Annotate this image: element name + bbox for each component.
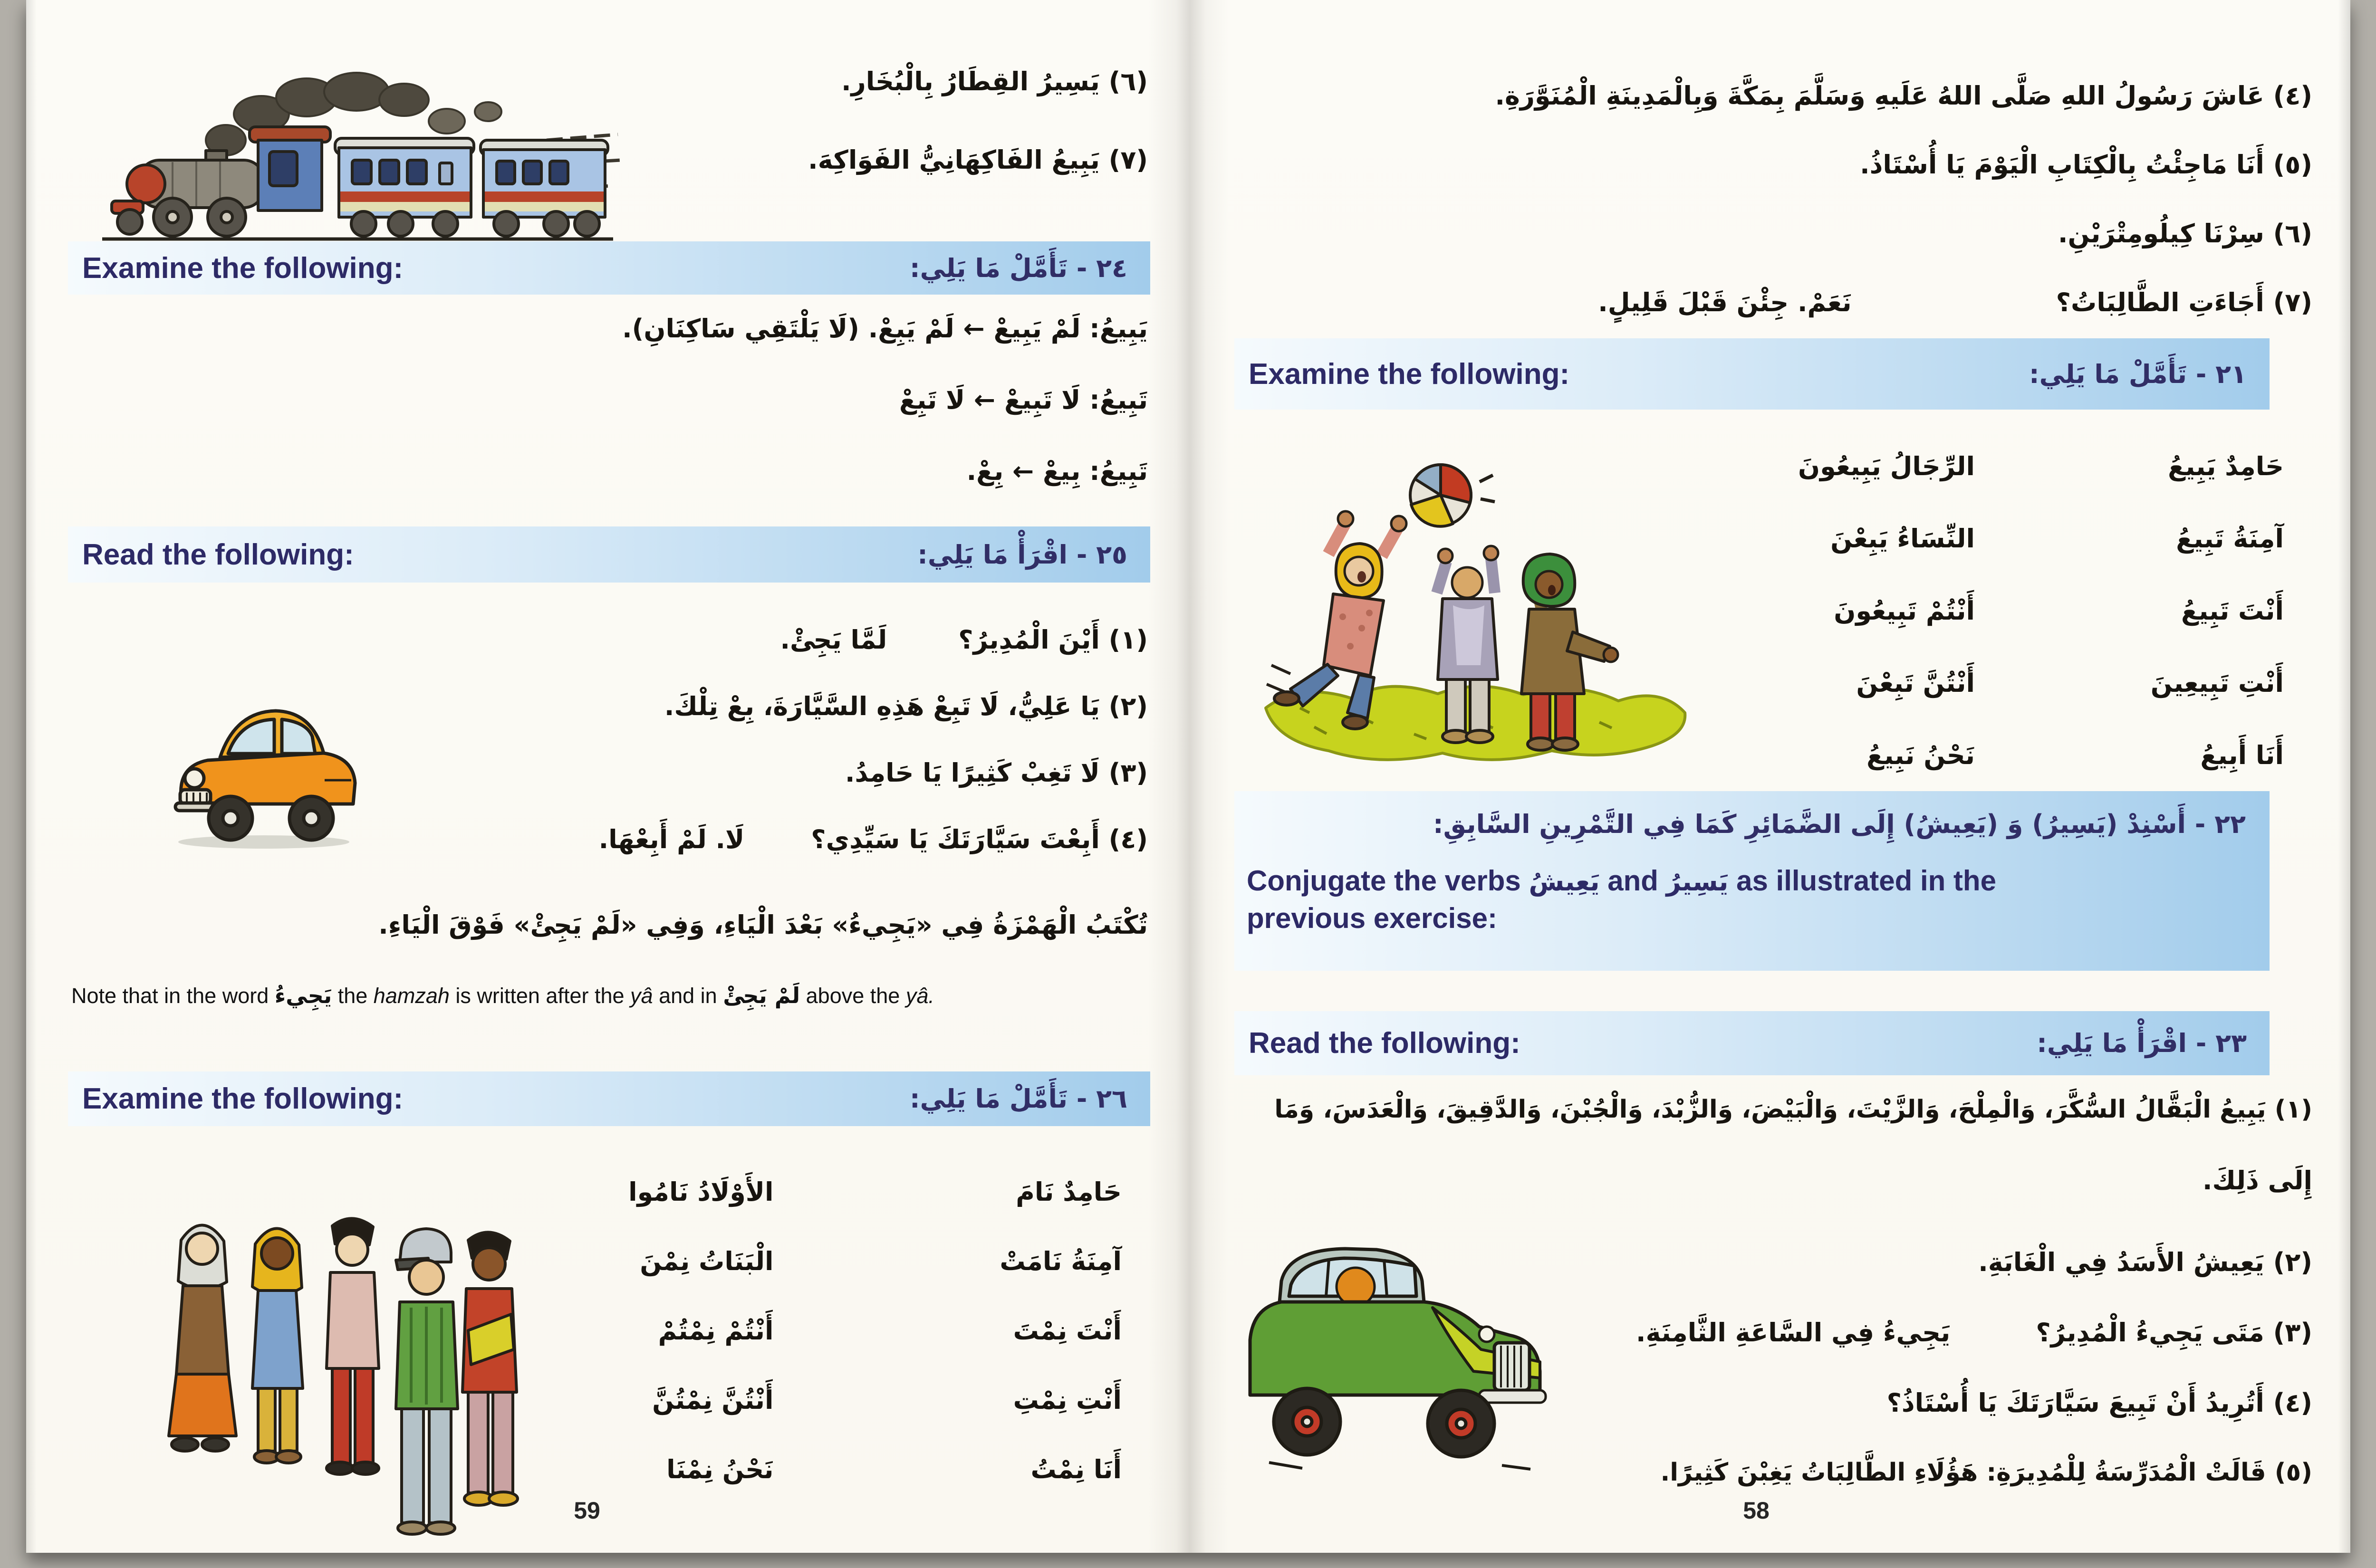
exercise-25-title-arabic: ٢٥ - اقْرَأْ مَا يَلِي: [917, 539, 1127, 570]
conjugation-row [589, 1434, 1148, 1504]
instruction-text: Conjugate the verbs [1247, 865, 1529, 897]
conjugation-row [1737, 430, 2312, 502]
note-text: Note that in the word [71, 984, 275, 1008]
singular-form: آمِنَةُ تَبِيعُ [2176, 523, 2284, 554]
arabic-sentence: (٦) يَسِيرُ القِطَارُ بِالْبُخَارِ. [841, 67, 1148, 96]
left-page-edge [26, 0, 37, 1553]
exercise-22-instruction-english [1247, 862, 2188, 937]
singular-form: أَنْتِ تَبِيعِينَ [2150, 668, 2284, 698]
exercise-24-header [68, 241, 1150, 295]
hamzah-note-english [71, 983, 1164, 1008]
singular-form: أَنْتِ نِمْتِ [1013, 1385, 1122, 1415]
note-italic-word: hamzah [373, 984, 450, 1008]
arabic-question: (٣) مَتَى يَجِيءُ الْمُدِيرُ؟ [2036, 1318, 2312, 1348]
rp-top-items [1238, 81, 2312, 356]
exercise-23-items [1533, 1247, 2312, 1529]
exercise-24-title-arabic: ٢٤ - تَأَمَّلْ مَا يَلِي: [910, 253, 1127, 283]
arabic-question: (١) أَيْنَ الْمُدِيرُ؟ [958, 625, 1148, 655]
arabic-line: تَبِيعُ: بِيعْ ← بِعْ. [966, 456, 1148, 486]
exercise-26-header [68, 1071, 1150, 1126]
instruction-text: and [1599, 865, 1666, 897]
conjugation-row [589, 1226, 1148, 1296]
arabic-sentence: (٢) يَعِيشُ الأَسَدُ فِي الْغَابَةِ. [1978, 1247, 2312, 1277]
plural-form: الأَوْلَادُ نَامُوا [628, 1176, 774, 1207]
singular-form: أَنَا أَبِيعُ [2200, 740, 2284, 770]
page-number-right: 58 [1743, 1497, 1770, 1524]
exercise-25-title-english: Read the following: [82, 538, 354, 571]
orange-car-illustration [164, 656, 368, 855]
note-italic-word: yâ. [905, 984, 934, 1008]
green-car-illustration [1236, 1235, 1554, 1487]
exercise-23-header [1234, 1011, 2270, 1075]
instruction-text: as illustrated in the [1728, 865, 1996, 897]
note-arabic-word: يَجِيءُ [274, 983, 332, 1008]
arabic-verb: يَعِيشُ [1529, 867, 1600, 897]
singular-form: أَنَا نِمْتُ [1030, 1454, 1122, 1484]
plural-form: الْبَنَاتُ نِمْنَ [640, 1246, 774, 1276]
children-ball-illustration [1257, 442, 1694, 779]
arabic-sentence: (٤) عَاشَ رَسُولُ اللهِ صَلَّى اللهُ عَلَيهِ وَسَلَّمَ بِمَكَّةَ وَبِالْمَدِينَةِ الْمُنَوَّرَةِ. [1495, 81, 2312, 111]
instruction-text-line2: previous exercise: [1247, 902, 1497, 935]
exercise-26-title-arabic: ٢٦ - تَأَمَّلْ مَا يَلِي: [910, 1084, 1127, 1114]
exercise-22-block [1234, 791, 2270, 971]
arabic-sentence: (٦) سِرْنَا كِيلُومِتْرَيْنِ. [2058, 219, 2312, 249]
arabic-line: إِلَى ذَلِكَ. [2202, 1166, 2312, 1195]
arabic-sentence: (٤) أَتُرِيدُ أَنْ تَبِيعَ سَيَّارَتَكَ يَا أُسْتَاذُ؟ [1886, 1388, 2312, 1418]
conjugation-row [589, 1296, 1148, 1365]
exercise-23-title-arabic: ٢٣ - اقْرَأْ مَا يَلِي: [2037, 1028, 2247, 1058]
singular-form: حَامِدٌ نَامَ [1016, 1176, 1122, 1207]
plural-form: أَنْتُنَّ تَبِعْنَ [1856, 668, 1975, 698]
plural-form: أَنْتُنَّ نِمْتُنَّ [652, 1385, 774, 1415]
arabic-line: يَبِيعُ: لَمْ يَبِيعْ ← لَمْ يَبِعْ. (لَا يَلْتَقِي سَاكِنَانِ). [622, 314, 1148, 344]
exercise-21-title-english: Examine the following: [1249, 357, 1570, 391]
conjugation-row [1737, 647, 2312, 719]
lp-top-items [596, 67, 1148, 223]
note-arabic-word: لَمْ يَجِئْ [723, 983, 800, 1008]
exercise-25-content [430, 625, 1148, 891]
arabic-question: (٢) يَا عَلِيُّ، لَا تَبِعْ هَذِهِ السَّيَّارَةَ، بِعْ تِلْكَ. [664, 691, 1148, 721]
arabic-line: (١) يَبِيعُ الْبَقَّالُ السُّكَّرَ، وَالْمِلْحَ، وَالزَّيْتَ، وَالْبَيْضَ، وَالزُّبْدَ، وَالْجُبْنَ، وَالدَّقِيقَ، وَالْعَدَسَ، وَمَا [1274, 1095, 2312, 1124]
note-text: is written after the [449, 984, 631, 1008]
exercise-22-title-arabic: ٢٢ - أَسْنِدْ (يَسِيرُ) وَ (يَعِيشُ) إِلَى الضَّمَائِرِ كَمَا فِي التَّمْرِينِ السَّابِقِ: [1433, 809, 2246, 839]
arabic-answer: لَا. لَمْ أَبِعْهَا. [598, 824, 745, 854]
conjugation-row [589, 1365, 1148, 1434]
exercise-26-title-english: Examine the following: [82, 1082, 404, 1115]
arabic-line: تَبِيعُ: لَا تَبِيعْ ← لَا تَبِعْ [899, 385, 1148, 415]
exercise-21-header [1234, 338, 2270, 410]
plural-form: الرِّجَالُ يَبِيعُونَ [1798, 451, 1975, 481]
exercise-25-header [68, 526, 1150, 583]
exercise-21-title-arabic: ٢١ - تَأَمَّلْ مَا يَلِي: [2029, 359, 2247, 389]
arabic-answer: لَمَّا يَجِئْ. [780, 625, 887, 655]
singular-form: حَامِدٌ يَبِيعُ [2168, 451, 2284, 481]
note-text: above the [800, 984, 906, 1008]
book-spread [26, 0, 2350, 1553]
plural-form: نَحْنُ نِمْنَا [666, 1454, 774, 1484]
arabic-answer: نَعَمْ. جِئْنَ قَبْلَ قَلِيلٍ. [1598, 287, 1852, 317]
exercise-23-item1 [1238, 1095, 2312, 1236]
plural-form: نَحْنُ نَبِيعُ [1866, 740, 1975, 770]
plural-form: النِّسَاءُ يَبِعْنَ [1830, 523, 1975, 554]
children-group-illustration [135, 1169, 525, 1539]
plural-form: أَنْتُمْ نِمْتُمْ [658, 1315, 774, 1346]
conjugation-row [1737, 502, 2312, 574]
arabic-sentence: (٥) قَالَتْ الْمُدَرِّسَةُ لِلْمُدِيرَةِ: هَؤُلَاءِ الطَّالِبَاتُ يَغِبْنَ كَثِيرًا. [1660, 1458, 2312, 1487]
steam-train-illustration [78, 50, 625, 249]
note-text: the [332, 984, 374, 1008]
arabic-question: (٣) لَا تَغِبْ كَثِيرًا يَا حَامِدُ. [845, 758, 1148, 788]
plural-form: أَنْتُمْ تَبِيعُونَ [1834, 595, 1975, 626]
page-number-left: 59 [574, 1497, 600, 1524]
conjugation-row [589, 1157, 1148, 1226]
singular-form: أَنْتَ نِمْتَ [1013, 1315, 1122, 1346]
note-text: and in [653, 984, 723, 1008]
arabic-question: (٧) أَجَاءَتِ الطَّالِبَاتُ؟ [2056, 287, 2312, 317]
arabic-sentence: (٥) أَنَا مَاجِئْتُ بِالْكِتَابِ الْيَوْمَ يَا أُسْتَاذُ. [1860, 150, 2312, 180]
right-page-edge [2338, 0, 2350, 1553]
arabic-verb: يَسِيرُ [1666, 867, 1729, 897]
exercise-21-table [1737, 430, 2312, 791]
singular-form: أَنْتَ تَبِيعُ [2181, 595, 2284, 626]
arabic-sentence: (٧) يَبِيعُ الفَاكِهَانِيُّ الفَوَاكِهَ. [808, 145, 1148, 175]
hamzah-note-arabic: تُكْتَبُ الْهَمْزَةُ فِي «يَجِيءُ» بَعْدَ الْيَاءِ، وَفِي «لَمْ يَجِئْ» فَوْقَ الْيَاءِ. [378, 910, 1148, 940]
exercise-23-title-english: Read the following: [1249, 1027, 1520, 1060]
singular-form: آمِنَةُ نَامَتْ [1000, 1246, 1122, 1276]
arabic-question: (٤) أَبِعْتَ سَيَّارَتَكَ يَا سَيِّدِي؟ [811, 824, 1148, 854]
exercise-24-content [501, 314, 1148, 527]
arabic-answer: يَجِيءُ فِي السَّاعَةِ الثَّامِنَةِ. [1636, 1318, 1951, 1348]
exercise-24-title-english: Examine the following: [82, 251, 404, 285]
note-italic-word: yâ [630, 984, 653, 1008]
page-gutter-shadow [1148, 0, 1229, 1553]
exercise-26-table [589, 1157, 1148, 1504]
conjugation-row [1737, 719, 2312, 791]
conjugation-row [1737, 574, 2312, 647]
